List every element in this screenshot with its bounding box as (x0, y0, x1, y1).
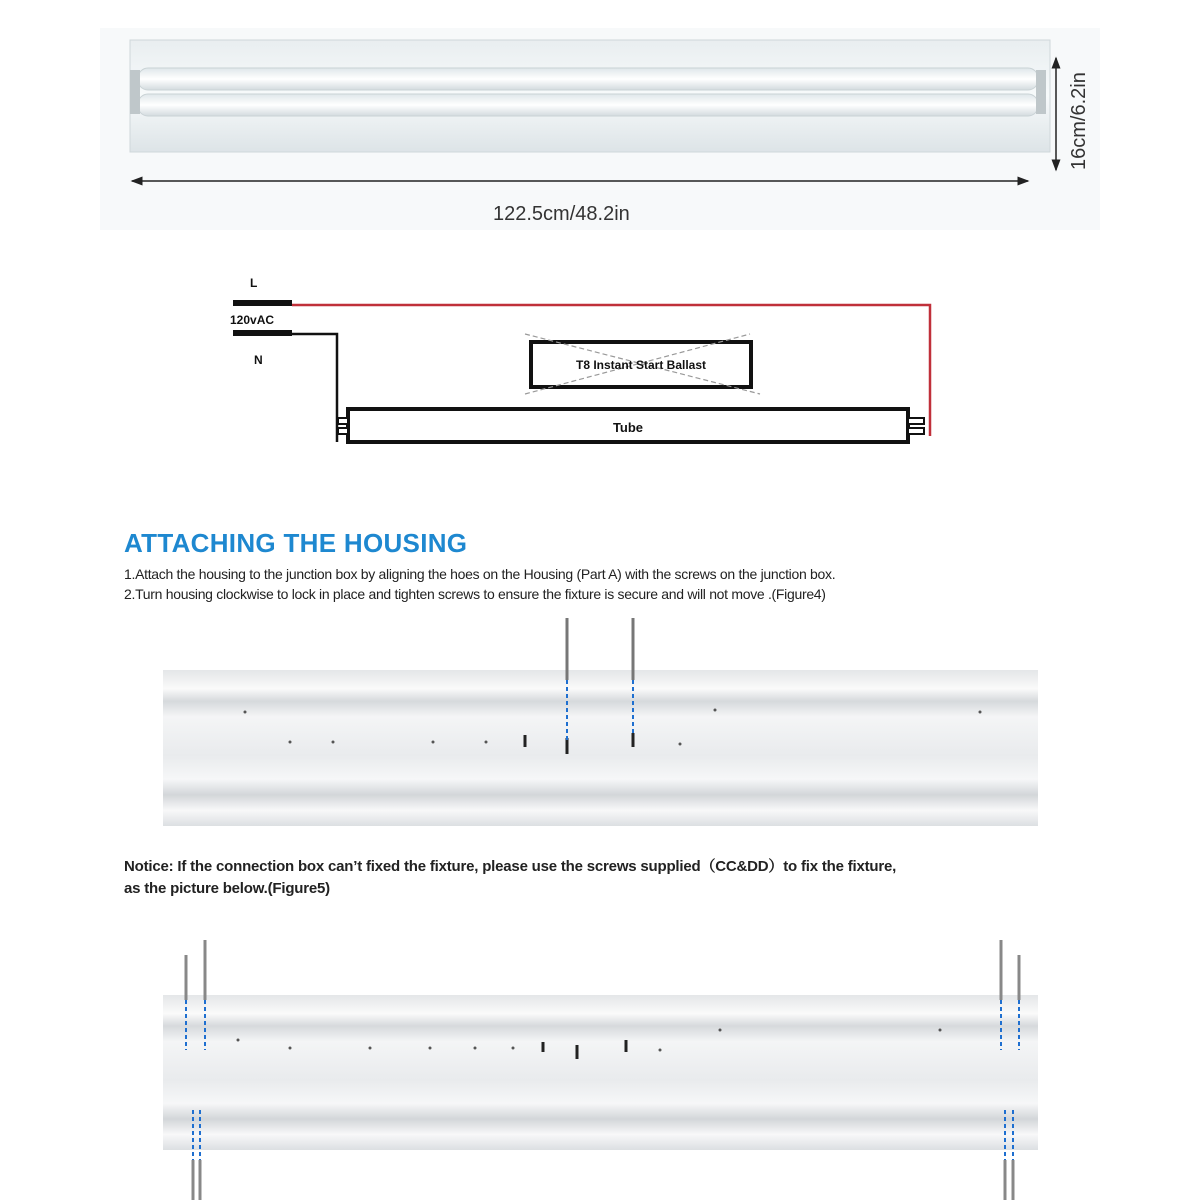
fixture-photo (100, 28, 1100, 230)
neutral-label: N (254, 353, 263, 367)
voltage-label: 120vAC (230, 313, 275, 327)
notice-line-2: as the picture below.(Figure5) (124, 880, 330, 897)
step-2: 2.Turn housing clockwise to lock in place and tighten screws to ensure the fixture is secure and will not move .(Figure4) (124, 586, 826, 602)
tube-label: Tube (612, 420, 644, 435)
housing-figure-5 (163, 940, 1038, 1200)
ballast-label: T8 Instant Start Ballast (575, 358, 707, 372)
length-label: 122.5cm/48.2in (493, 203, 630, 225)
section-title: ATTACHING THE HOUSING (124, 528, 468, 558)
notice-line-1: Notice: If the connection box can’t fixed the fixture, please use the screws supplied（CC&DD）to fix the fixture, (124, 858, 897, 875)
live-label: L (250, 276, 258, 290)
housing-figure-4 (163, 618, 1038, 826)
neutral-wire (292, 334, 337, 442)
width-label: 16cm/6.2in (1068, 72, 1090, 170)
step-1: 1.Attach the housing to the junction box by aligning the hoes on the Housing (Part A) with the screws on the junction box. (124, 566, 836, 582)
